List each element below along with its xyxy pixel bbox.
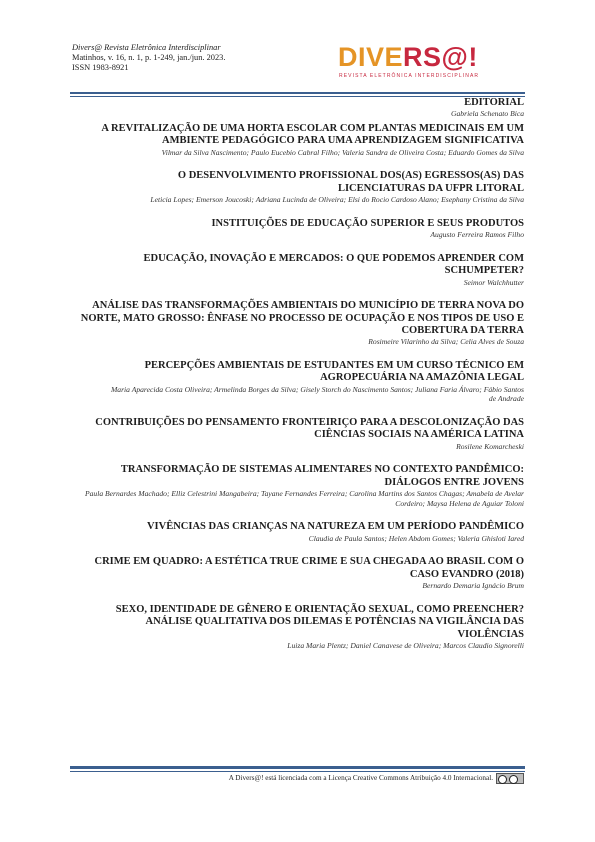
toc-title[interactable]: TRANSFORMAÇÃO DE SISTEMAS ALIMENTARES NO CONTEXTO PANDÊMICO: DIÁLOGOS ENTRE JOVENS xyxy=(120,464,524,488)
toc-authors: Augusto Ferreira Ramos Filho xyxy=(430,230,524,240)
toc-authors: Bernardo Demaria Ignácio Brum xyxy=(422,581,524,591)
toc-entry[interactable] xyxy=(72,123,524,157)
toc-entry[interactable] xyxy=(72,97,524,119)
toc-entry[interactable] xyxy=(72,360,524,404)
toc-entry[interactable] xyxy=(72,556,524,590)
logo-tagline: REVISTA ELETRÔNICA INTERDISCIPLINAR xyxy=(339,73,480,79)
toc-title[interactable]: PERCEPÇÕES AMBIENTAIS DE ESTUDANTES EM UM CURSO TÉCNICO EM AGROPECUÁRIA NA AMAZÔNIA LEGAL xyxy=(144,360,524,384)
license-text: A Divers@! está licenciada com a Licença Creative Commons Atribuição 4.0 Internacional. xyxy=(228,774,493,783)
toc-authors: Rosilene Komarcheski xyxy=(456,441,524,451)
journal-issn: ISSN 1983-8921 xyxy=(72,63,129,73)
logo-wordmark xyxy=(338,42,508,72)
toc-authors: Rosimeire Vilarinho da Silva; Celia Alves de Souza xyxy=(368,337,524,347)
toc-entry[interactable] xyxy=(72,417,524,451)
toc-title[interactable]: ANÁLISE DAS TRANSFORMAÇÕES AMBIENTAIS DO MUNICÍPIO DE TERRA NOVA DO NORTE, MATO GROSSO: ÊNFASE NO PROCESSO DE OCUPAÇÃO E NOS TIPOS DE USO E COBERTURA DA TERRA xyxy=(80,300,524,337)
toc-entry[interactable] xyxy=(72,170,524,204)
toc-authors: Leticia Lopes; Emerson Joucoski; Adriana Lucinda de Oliveira; Elsi do Rocio Cardoso Alano; Esephany Cristina da Silva xyxy=(150,195,524,205)
toc-authors: Gabriela Schenato Bica xyxy=(451,109,524,119)
header-rule xyxy=(70,92,525,94)
toc-title[interactable]: SEXO, IDENTIDADE DE GÊNERO E ORIENTAÇÃO SEXUAL, COMO PREENCHER? ANÁLISE QUALITATIVA DOS DILEMAS E POTÊNCIAS NA VIGILÂNCIA DAS VIOLÊNCIAS xyxy=(115,603,524,640)
journal-logo xyxy=(338,42,508,88)
toc-authors: Seimor Walchhutter xyxy=(463,277,524,287)
logo-word-part2: RS@! xyxy=(403,42,478,72)
toc-title[interactable]: EDUCAÇÃO, INOVAÇÃO E MERCADOS: O QUE PODEMOS APRENDER COM SCHUMPETER? xyxy=(143,252,524,277)
toc-entry[interactable] xyxy=(72,218,524,240)
journal-info xyxy=(72,43,225,74)
toc-authors: Claudia de Paula Santos; Helen Abdom Gomes; Valeria Ghisloti Iared xyxy=(308,533,524,543)
toc-title[interactable]: INSTITUIÇÕES DE EDUCAÇÃO SUPERIOR E SEUS PRODUTOS xyxy=(211,217,524,229)
table-of-contents xyxy=(72,97,524,651)
license-note xyxy=(72,773,524,784)
toc-title[interactable]: VIVÊNCIAS DAS CRIANÇAS NA NATUREZA EM UM PERÍODO PANDÊMICO xyxy=(146,521,524,533)
toc-entry[interactable] xyxy=(72,604,524,651)
footer-rule xyxy=(70,766,525,769)
journal-name: Divers@ Revista Eletrônica Interdisciplinar xyxy=(72,43,221,52)
toc-title[interactable]: CRIME EM QUADRO: A ESTÉTICA TRUE CRIME E SUA CHEGADA AO BRASIL COM O CASO EVANDRO (2018) xyxy=(94,556,524,580)
footer-rule-thin xyxy=(70,771,525,772)
toc-entry[interactable] xyxy=(72,253,524,287)
toc-authors: Vilmar da Silva Nascimento; Paulo Eucebio Cabral Filho; Valeria Sandra de Oliveira Costa; Eduardo Gomes da Silva xyxy=(161,147,524,157)
toc-title[interactable]: O DESENVOLVIMENTO PROFISSIONAL DOS(AS) EGRESSOS(AS) DAS LICENCIATURAS DA UFPR LITORAL xyxy=(177,170,524,194)
toc-title[interactable]: CONTRIBUIÇÕES DO PENSAMENTO FRONTEIRIÇO PARA A DESCOLONIZAÇÃO DAS CIÊNCIAS SOCIAIS NA AMÉRICA LATINA xyxy=(95,417,524,441)
toc-authors: Paula Bernardes Machado; Elliz Celestrini Mangabeira; Tayane Fernandes Ferreira; Carolina Martins dos Santos Chagas; Amabela de Avelar Cordeiro; Maysa Helena de Aguiar Toloni xyxy=(85,489,524,508)
toc-entry[interactable] xyxy=(72,464,524,508)
toc-entry[interactable] xyxy=(72,300,524,347)
toc-authors: Maria Aparecida Costa Oliveira; Armelinda Borges da Silva; Gisely Storch do Nascimento Santos; Juliana Faria Álvaro; Fábio Santos de Andrade xyxy=(110,384,524,404)
toc-entry[interactable] xyxy=(72,521,524,543)
toc-title[interactable]: A REVITALIZAÇÃO DE UMA HORTA ESCOLAR COM PLANTAS MEDICINAIS EM UM AMBIENTE PEDAGÓGICO PARA UMA APRENDIZAGEM SIGNIFICATIVA xyxy=(101,123,524,147)
journal-volume: Matinhos, v. 16, n. 1, p. 1-249, jan./jun. 2023. xyxy=(72,53,226,63)
toc-title[interactable]: EDITORIAL xyxy=(464,97,524,108)
logo-word-part1: DIVE xyxy=(338,42,404,72)
cc-by-license-icon[interactable] xyxy=(496,773,524,784)
toc-authors: Luiza Maria Plentz; Daniel Canavese de Oliveira; Marcos Claudio Signorelli xyxy=(287,641,524,651)
